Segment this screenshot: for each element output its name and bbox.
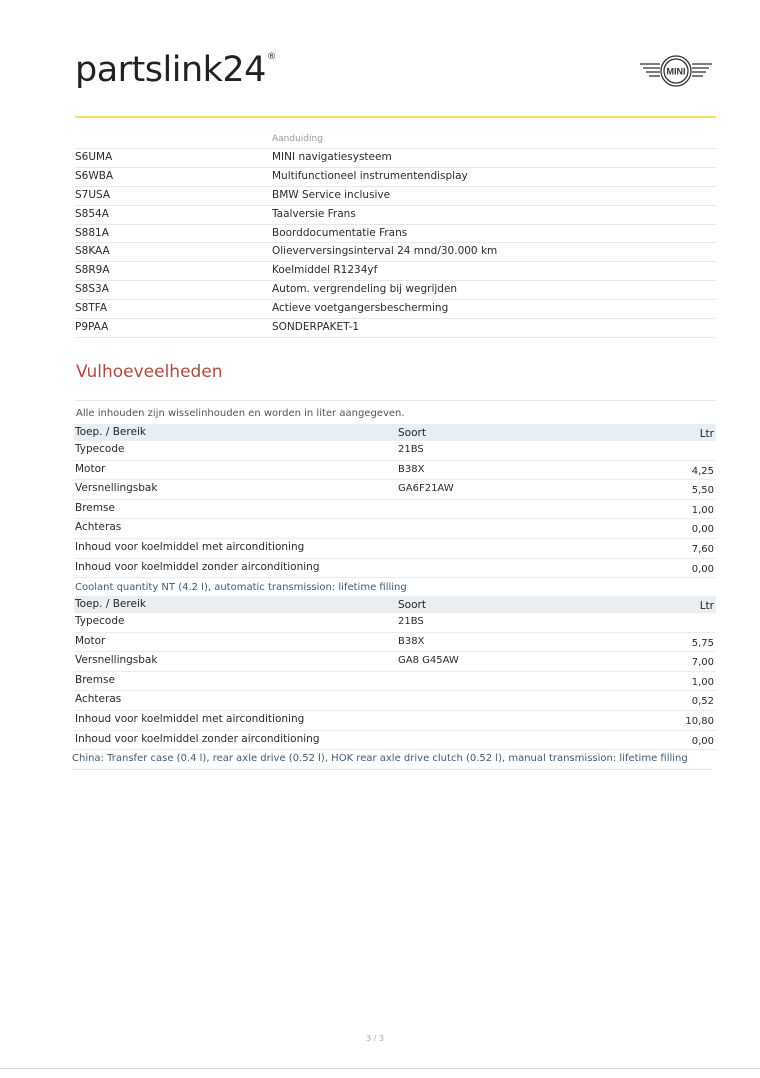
option-description: Multifunctioneel instrumentendisplay	[272, 169, 468, 182]
row-label: Motor	[75, 462, 106, 475]
header-application: Toep. / Bereik	[75, 426, 146, 438]
mini-brand-icon	[638, 54, 714, 88]
row-label: Bremse	[75, 501, 115, 514]
row-label: Typecode	[75, 443, 125, 455]
options-row	[75, 281, 716, 300]
option-description: Actieve voetgangersbescherming	[272, 302, 449, 315]
option-description: Autom. vergrendeling bij wegrijden	[272, 283, 458, 296]
option-description: Olieverversingsinterval 24 mnd/30.000 km	[272, 245, 498, 258]
fluids-table-header	[74, 424, 716, 441]
partslink24-logo	[75, 50, 276, 100]
fluids-row	[74, 539, 716, 559]
row-label: Achteras	[75, 521, 122, 534]
row-type: GA8 G45AW	[398, 655, 459, 667]
row-type: GA6F21AW	[398, 483, 454, 495]
header-application: Toep. / Bereik	[75, 598, 146, 610]
row-liters: 0,00	[691, 524, 714, 536]
row-liters: 0,00	[691, 563, 714, 575]
options-row	[75, 300, 716, 319]
option-description: Koelmiddel R1234yf	[272, 264, 378, 277]
note-text: Coolant quantity NT (4.2 l), automatic transmission: lifetime filling	[75, 582, 407, 594]
options-row	[75, 149, 716, 168]
row-liters: 5,50	[691, 485, 714, 497]
row-liters: 10,80	[685, 715, 714, 727]
fluids-table-1	[74, 424, 716, 597]
fluids-row	[74, 711, 716, 731]
fluids-row	[74, 691, 716, 711]
row-liters: 7,00	[691, 657, 714, 669]
fluids-table-header	[74, 596, 716, 613]
option-description: Boorddocumentatie Frans	[272, 226, 408, 239]
option-code: S8TFA	[75, 302, 108, 315]
row-label: Inhoud voor koelmiddel zonder airconditioning	[75, 732, 320, 745]
header-divider	[75, 116, 716, 118]
fluids-row	[74, 441, 716, 461]
options-row	[75, 187, 716, 206]
row-label: Versnellingsbak	[75, 482, 158, 495]
row-label: Typecode	[75, 615, 125, 627]
bottom-divider	[0, 1068, 760, 1069]
option-code: S7USA	[75, 188, 111, 201]
row-liters: 7,60	[691, 543, 714, 555]
option-code: S6WBA	[75, 169, 114, 182]
options-row	[75, 262, 716, 281]
option-code: S8R9A	[75, 264, 110, 277]
fluids-table-note-china	[72, 751, 712, 770]
fluids-row	[74, 731, 716, 751]
option-code: P9PAA	[75, 321, 109, 334]
fluids-row	[74, 480, 716, 500]
option-code: S854A	[75, 207, 109, 220]
row-label: Bremse	[75, 673, 115, 686]
fluids-row	[74, 500, 716, 520]
option-code: S6UMA	[75, 151, 113, 163]
fluids-row	[74, 652, 716, 672]
row-label: Inhoud voor koelmiddel met airconditioning	[75, 540, 305, 553]
row-type: 21BS	[398, 444, 424, 455]
row-label: Motor	[75, 634, 106, 647]
row-liters: 0,52	[691, 696, 714, 708]
option-code: S881A	[75, 226, 109, 239]
fluids-row	[74, 633, 716, 653]
fluids-row	[74, 559, 716, 579]
option-description: Taalversie Frans	[272, 207, 356, 220]
row-liters: 5,75	[691, 637, 714, 649]
option-code: S8KAA	[75, 245, 110, 258]
fluids-row	[74, 519, 716, 539]
row-liters: 1,00	[691, 676, 714, 688]
fluids-row	[74, 672, 716, 692]
fluids-table-note	[74, 578, 716, 597]
options-row	[75, 168, 716, 187]
page-number: 3 / 3	[366, 1034, 384, 1043]
column-header-description: Aanduiding	[272, 134, 323, 144]
options-row	[75, 225, 716, 244]
section-divider	[75, 400, 716, 401]
options-table	[75, 132, 716, 338]
options-row	[75, 319, 716, 338]
options-row	[75, 206, 716, 225]
row-type: 21BS	[398, 616, 424, 627]
row-liters: 1,00	[691, 504, 714, 516]
header-type: Soort	[398, 599, 426, 611]
header-liters: Ltr	[699, 600, 714, 612]
option-description: SONDERPAKET-1	[272, 321, 360, 334]
row-liters: 4,25	[691, 465, 714, 477]
fluids-table-2	[74, 596, 716, 750]
header-type: Soort	[398, 427, 426, 439]
fluids-intro: Alle inhouden zijn wisselinhouden en worden in liter aangegeven.	[76, 408, 405, 419]
row-label: Inhoud voor koelmiddel met airconditioning	[75, 712, 305, 725]
note-text: China: Transfer case (0.4 l), rear axle drive (0.52 l), HOK rear axle drive clutch (0.52 l), manual transmission: lifetime filling	[72, 753, 688, 764]
logo-text: partslink24	[75, 50, 266, 90]
option-code: S8S3A	[75, 283, 109, 296]
option-description: MINI navigatiesysteem	[272, 151, 392, 163]
section-title: Vulhoeveelheden	[76, 362, 223, 382]
row-type: B38X	[398, 635, 425, 647]
option-description: BMW Service inclusive	[272, 188, 391, 201]
row-label: Achteras	[75, 693, 122, 706]
row-liters: 0,00	[691, 735, 714, 747]
header-liters: Ltr	[699, 428, 714, 440]
row-type: B38X	[398, 463, 425, 475]
row-label: Versnellingsbak	[75, 654, 158, 667]
logo-registered-mark: ®	[267, 52, 276, 62]
options-table-header	[75, 132, 716, 149]
fluids-row	[74, 461, 716, 481]
brand-badge-text: MINI	[666, 66, 686, 77]
options-row	[75, 243, 716, 262]
fluids-row	[74, 613, 716, 633]
row-label: Inhoud voor koelmiddel zonder airconditioning	[75, 560, 320, 573]
